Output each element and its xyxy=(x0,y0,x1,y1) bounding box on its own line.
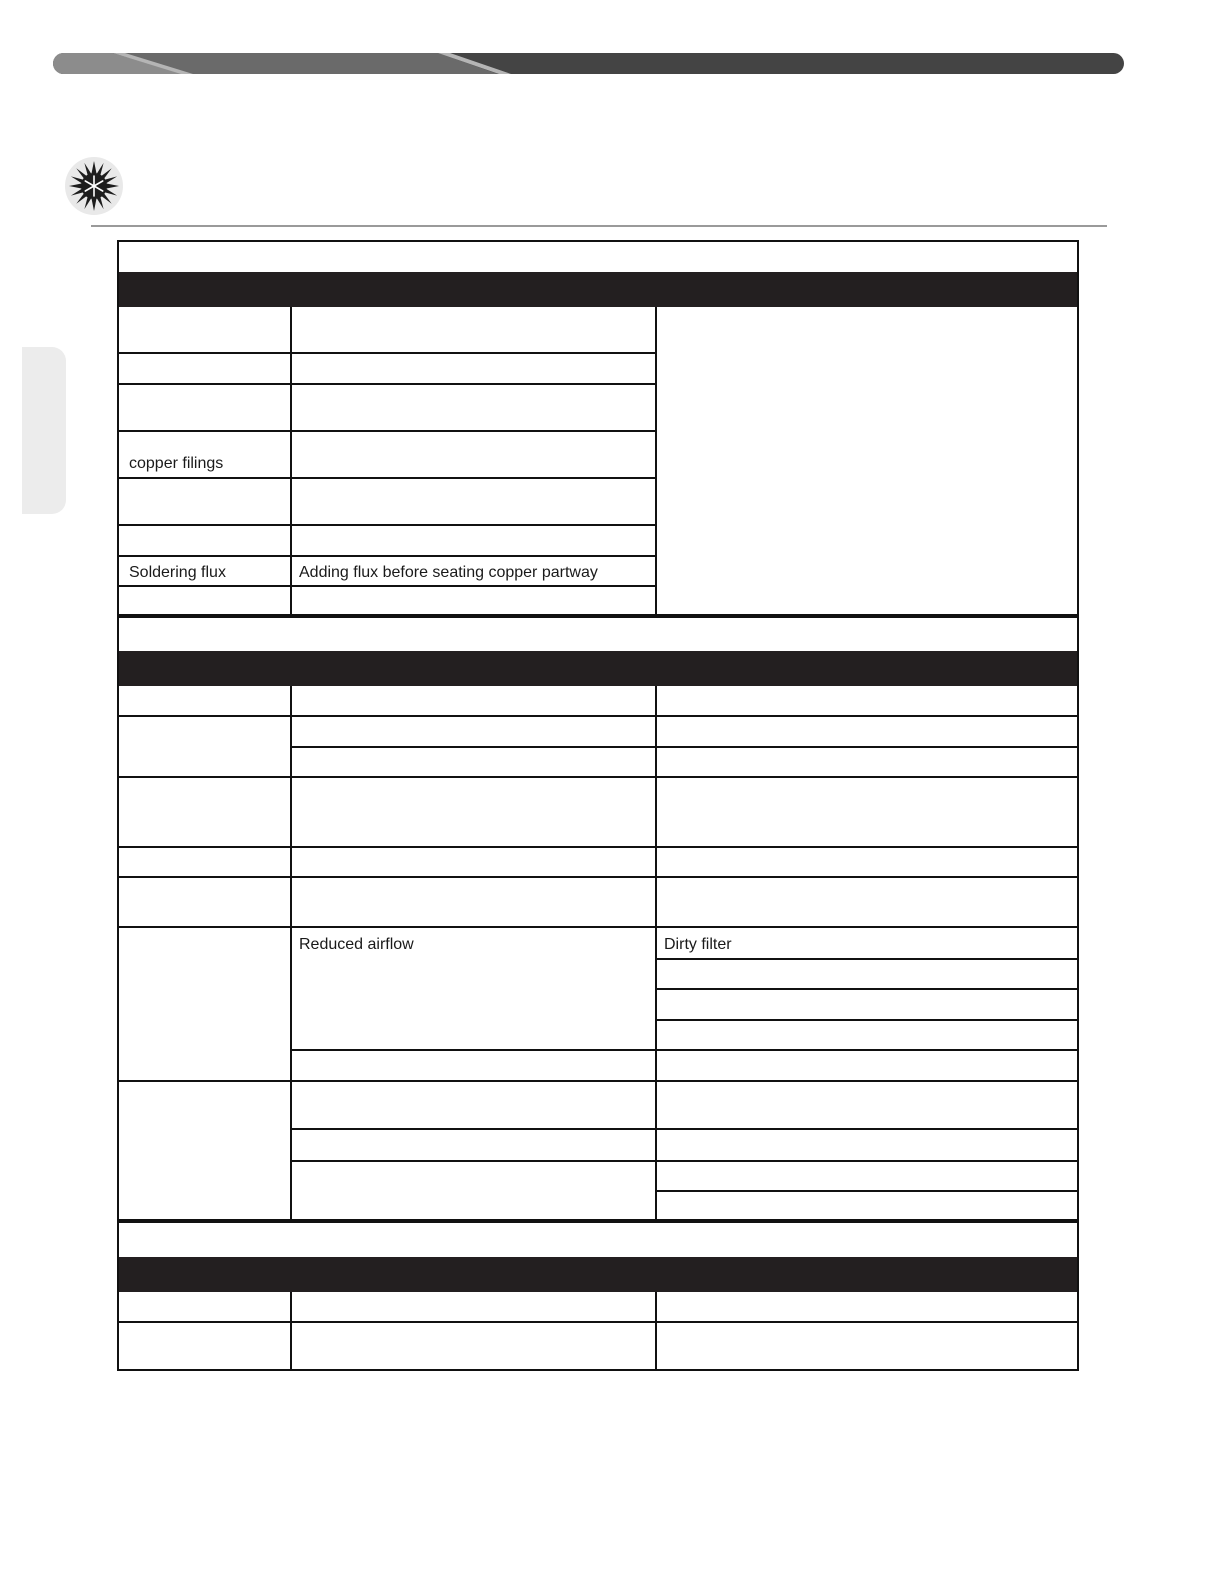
snowflake-sun-badge-icon xyxy=(64,156,124,216)
section3-col-divider-1 xyxy=(290,1292,292,1371)
section1-header-band xyxy=(119,272,1077,307)
header-banner-bar xyxy=(53,53,1124,74)
section1-row-divider xyxy=(119,383,657,385)
section2-row-divider xyxy=(119,846,1077,848)
section1-bottom-border xyxy=(119,614,1077,618)
section2-row-divider xyxy=(119,876,1077,878)
section2-row-divider xyxy=(119,776,1077,778)
symptom-reduced-airflow: Reduced airflow xyxy=(299,936,414,953)
section3-col-divider-2 xyxy=(655,1292,657,1371)
section1-row-divider xyxy=(119,477,657,479)
section3-row-divider xyxy=(119,1321,1077,1323)
section2-row-divider xyxy=(119,715,1077,717)
section2-row-divider xyxy=(290,746,1077,748)
section2-row-divider xyxy=(290,1049,1077,1051)
side-tab xyxy=(22,347,66,514)
contaminant-soldering-flux: Soldering flux xyxy=(129,564,226,581)
section2-row-divider xyxy=(119,926,1077,928)
section2-header-band xyxy=(119,651,1077,686)
section2-col-divider-2 xyxy=(655,686,657,1220)
header-divider-line xyxy=(91,225,1107,227)
section1-row-divider xyxy=(119,555,657,557)
contaminant-copper-filings: copper filings xyxy=(129,455,224,472)
section1-row-divider xyxy=(119,430,657,432)
section1-row-divider xyxy=(119,352,657,354)
section2-col-divider-1 xyxy=(290,686,292,1220)
section1-row-divider xyxy=(119,585,657,587)
section3-header-band xyxy=(119,1257,1077,1292)
troubleshooting-table xyxy=(117,240,1079,1371)
section2-bottom-border xyxy=(119,1219,1077,1223)
section2-row-divider xyxy=(119,1080,1077,1082)
section2-row-divider xyxy=(655,988,1077,990)
cause-dirty-filter: Dirty filter xyxy=(664,936,732,953)
section2-row-divider xyxy=(655,1019,1077,1021)
section2-row-divider xyxy=(290,1160,1077,1162)
section2-row-divider xyxy=(655,1190,1077,1192)
section1-row-divider xyxy=(119,524,657,526)
section2-row-divider xyxy=(655,958,1077,960)
section2-row-divider xyxy=(290,1128,1077,1130)
cause-adding-flux: Adding flux before seating copper partway xyxy=(299,564,598,581)
